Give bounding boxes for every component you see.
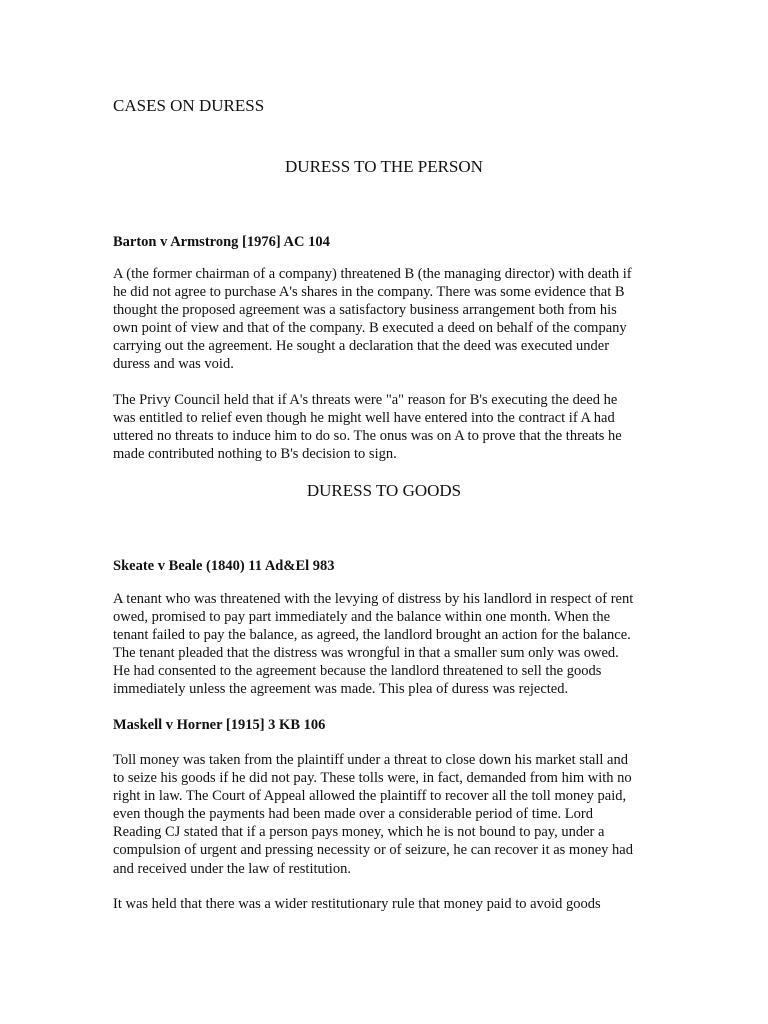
- paragraph-barton-holding: The Privy Council held that if A's threats were "a" reason for B's executing the deed he was entitled to relief even though he might well have entered into the contract if A had uttered no threats to induce him to do so. The onus was on A to prove that the threats he made contributed nothing to B's decision to sign.: [113, 392, 622, 463]
- paragraph-barton-facts: A (the former chairman of a company) threatened B (the managing director) with death if he did not agree to purchase A's shares in the company. There was some evidence that B thought the proposed agreement was a satisfactory business arrangement both from his own point of view and that of the company. B executed a deed on behalf of the company carrying out the agreement. He sought a declaration that the deed was executed under duress and was void.: [113, 266, 632, 373]
- section-heading-duress-to-goods: DURESS TO GOODS: [306, 481, 462, 500]
- paragraph-maskell-facts: Toll money was taken from the plaintiff under a threat to close down his market stall and to seize his goods if he did not pay. These tolls were, in fact, demanded from him with no right in law. The Court of Appeal allowed the plaintiff to recover all the toll money paid, even though the payments had been made over a considerable period of time. Lord Reading CJ stated that if a person pays money, which he is not bound to pay, under a compulsion of urgent and pressing necessity or of seizure, he can recover it as money had and received under the law of restitution.: [113, 752, 633, 877]
- case-heading-skeate-v-beale: Skeate v Beale (1840) 11 Ad&El 983: [113, 558, 335, 574]
- document-title: CASES ON DURESS: [113, 96, 265, 115]
- case-heading-barton-v-armstrong: Barton v Armstrong [1976] AC 104: [113, 234, 330, 250]
- paragraph-maskell-rule: It was held that there was a wider restitutionary rule that money paid to avoid goods: [113, 896, 601, 912]
- section-heading-duress-to-person: DURESS TO THE PERSON: [285, 157, 483, 176]
- paragraph-skeate-facts: A tenant who was threatened with the levying of distress by his landlord in respect of rent owed, promised to pay part immediately and the balance within one month. When the tenant failed to pay the balance, as agreed, the landlord brought an action for the balance. The tenant pleaded that the distress was wrongful in that a smaller sum only was owed. He had consented to the agreement because the landlord threatened to sell the goods immediately unless the agreement was made. This plea of duress was rejected.: [113, 591, 634, 698]
- case-heading-maskell-v-horner: Maskell v Horner [1915] 3 KB 106: [113, 717, 326, 733]
